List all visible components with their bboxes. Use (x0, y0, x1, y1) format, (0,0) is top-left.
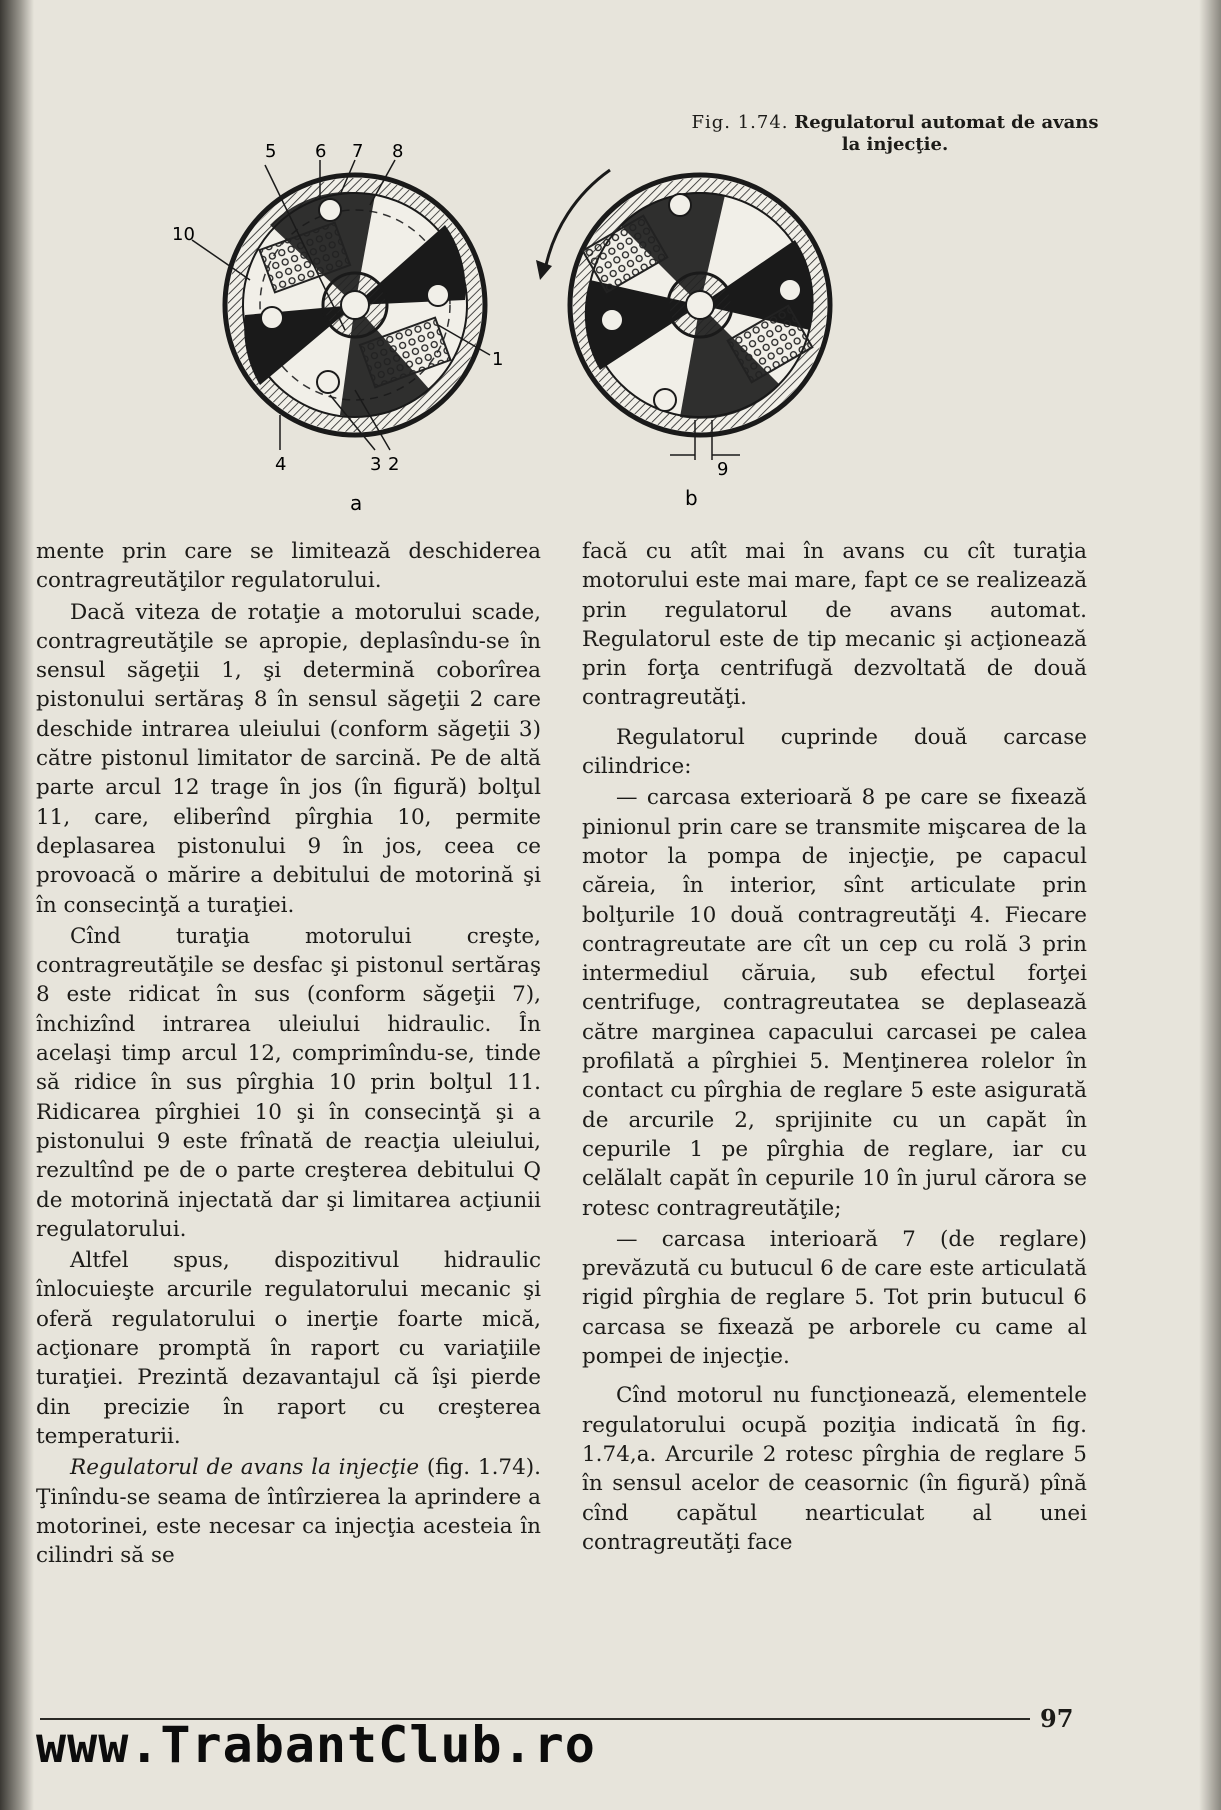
figure-label-1: 1 (492, 349, 504, 370)
figure-label-9: 9 (717, 459, 729, 480)
left-column (36, 537, 541, 1570)
figure-label-7: 7 (352, 141, 364, 162)
diagram-a (172, 141, 503, 515)
page-binding-shadow (0, 0, 34, 1810)
figure-label-2: 2 (388, 454, 400, 475)
page-edge-shadow (1199, 0, 1221, 1810)
governor-diagram (172, 130, 860, 530)
left-paragraph-1: mente prin care se limitează deschiderea contragreutăţilor regulatorului. (36, 539, 541, 594)
section-intro-text: (fig. 1.74). Ţinîndu-se seama de întîrzierea la aprindere a motorinei, este necesar ca injecţia acesteia în cilindri să se (36, 1455, 541, 1569)
figure-number: Fig. 1.74. (691, 112, 789, 133)
figure-label-b: b (685, 486, 698, 510)
left-paragraph-5 (36, 1453, 541, 1570)
right-paragraph-1: facă cu atît mai în avans cu cît turaţia motorului este mai mare, fapt ce se realizează prin regulatorul de avans automat. Regulatorul este de tip mecanic şi acţionează prin forţa centrifugă dezvoltată de două contragreutăţi. (582, 539, 1088, 711)
figure-label-10: 10 (172, 224, 195, 245)
right-paragraph-5: Cînd motorul nu funcţionează, elementele regulatorului ocupă poziţia indicată în fig. 1.74,a. Arcurile 2 rotesc pîrghia de reglare 5 în sensul acelor de ceasornic (în figură) pînă cînd capătul nearticulat al unei contragreutăţi face (582, 1383, 1087, 1555)
page-number: 97 (1040, 1704, 1074, 1733)
right-paragraph-4: — carcasa interioară 7 (de reglare) prevăzută cu butucul 6 de care este articulată rigid pîrghia de reglare 5. Tot prin butucul 6 carcasa se fixează pe arborele cu came al pompei de injecţie. (582, 1226, 1087, 1370)
figure-title: Regulatorul automat de avans la injecţie. (794, 112, 1099, 155)
figure-label-3: 3 (370, 454, 382, 475)
right-paragraph-2: Regulatorul cuprinde două carcase cilindrice: (582, 724, 1087, 780)
left-paragraph-2: Dacă viteza de rotaţie a motorului scade, contragreutăţile se apropie, deplasîndu-se în sensul săgeţii 1, şi determină coborîrea pistonului sertăraş 8 în sensul săgeţii 2 care deschide intrarea uleiului (conform săgeţii 3) către pistonul limitator de sarcină. Pe de altă parte arcul 12 trage în jos (în figură) bolţul 11, care, eliberînd pîrghia 10, permite deplasarea pistonului 9 în jos, ceea ce provoacă o mărire a debitului de motorină şi în consecinţă a turaţiei. (36, 599, 541, 918)
figure-label-8: 8 (392, 141, 404, 162)
left-paragraph-4: Altfel spus, dispozitivul hidraulic înlocuieşte arcurile regulatorului mecanic şi oferă regulatorului o inerţie foarte mică, acţionare promptă în raport cu variaţiile turaţiei. Prezintă dezavantajul că îşi pierde din precizie în raport cu creşterea temperaturii. (36, 1248, 541, 1449)
figure-label-5: 5 (265, 141, 277, 162)
right-column (582, 537, 1087, 1557)
figure-label-4: 4 (275, 454, 287, 475)
left-paragraph-3: Cînd turaţia motorului creşte, contragreutăţile se desfac şi pistonul sertăraş 8 este ridicat în sus (conform săgeţii 7), închizînd intrarea uleiului hidraulic. În acelaşi timp arcul 12, comprimîndu-se, tinde să ridice în sus pîrghia 10 prin bolţul 11. Ridicarea pîrghiei 10 şi în consecinţă şi a pistonului 9 este frînată de reacţia uleiului, rezultînd pe de o parte creşterea debitului Q de motorină injectată dar şi limitarea acţiunii regulatorului. (36, 923, 541, 1242)
right-paragraph-3: — carcasa exterioară 8 pe care se fixează pinionul prin care se transmite mişcarea de la motor la pompa de injecţie, pe capacul căreia, în interior, sînt articulate prin bolţurile 10 două contragreutăţi 4. Fiecare contragreutate are cît un cep cu rolă 3 prin intermediul căruia, sub efectul forţei centrifuge, contragreutatea se deplasează către marginea capacului carcasei pe calea profilată a pîrghiei 5. Menţinerea rolelor în contact cu pîrghia de reglare 5 este asigurată de arcurile 2, sprijinite cu un capăt în cepurile 1 pe pîrghia de reglare, iar cu celălalt capăt în cepurile 10 în jurul cărora se rotesc contragreutăţile; (582, 785, 1087, 1221)
figure-label-a: a (350, 491, 363, 515)
section-title-italic: Regulatorul de avans la injecţie (70, 1455, 420, 1481)
watermark: www.TrabantClub.ro (36, 1716, 596, 1774)
figure-label-6: 6 (315, 141, 327, 162)
diagram-b (536, 170, 830, 510)
